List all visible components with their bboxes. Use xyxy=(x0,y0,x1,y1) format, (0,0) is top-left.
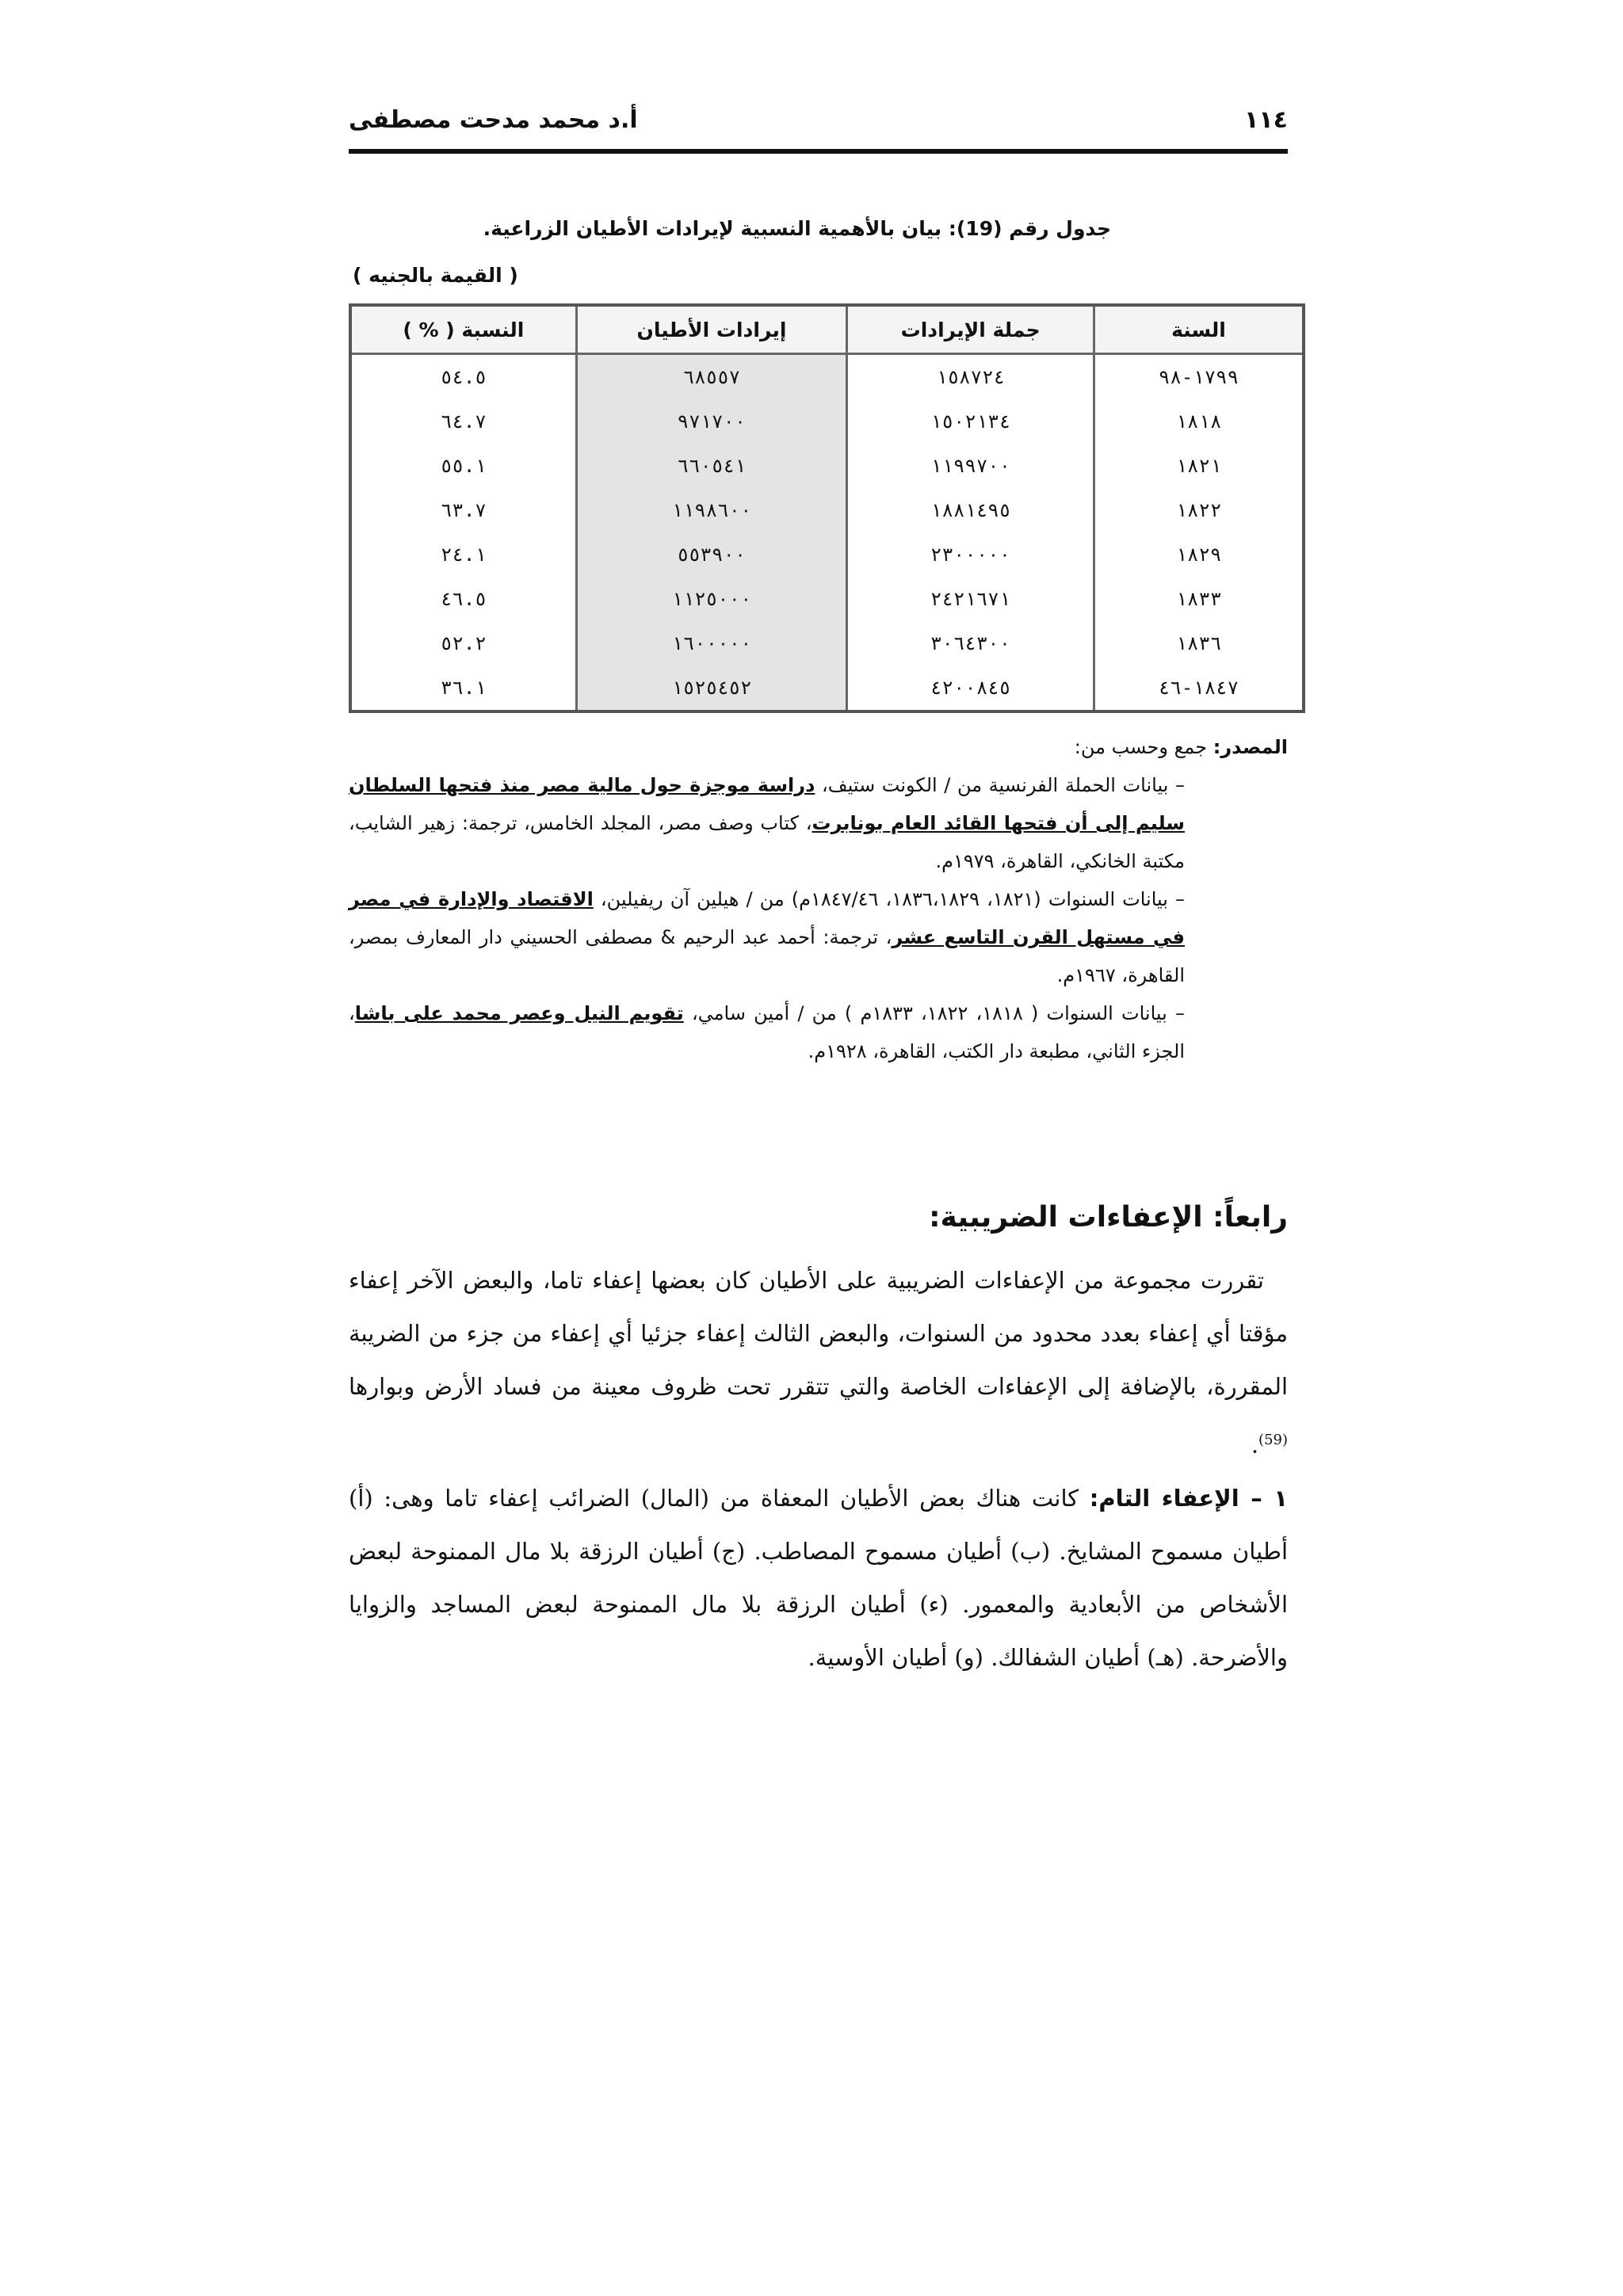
cell-year: ١٨٣٣ xyxy=(1094,577,1304,621)
cell-pct: ٥٤.٥ xyxy=(350,354,576,400)
cell-land: ٦٨٥٥٧ xyxy=(576,354,847,400)
cell-total: ٣٠٦٤٣٠٠ xyxy=(847,621,1094,666)
cell-total: ٢٤٢١٦٧١ xyxy=(847,577,1094,621)
author-name: أ.د محمد مدحت مصطفى xyxy=(349,106,638,134)
footnote-ref: (59) xyxy=(1258,1432,1288,1448)
cell-total: ٤٢٠٠٨٤٥ xyxy=(847,666,1094,711)
source-block xyxy=(349,728,1288,1070)
header-total-revenue: جملة الإيرادات xyxy=(847,305,1094,354)
cell-year: ١٨١٨ xyxy=(1094,399,1304,444)
source-label: المصدر: xyxy=(1212,736,1288,758)
table-caption: جدول رقم (19): بيان بالأهمية النسبية لإيرادات الأطيان الزراعية. xyxy=(483,217,1111,240)
source-item-title: دراسة موجزة حول مالية مصر منذ فتحها السلطان سليم إلى أن فتحها القائد العام بونابرت xyxy=(349,774,1185,834)
cell-pct: ٥٥.١ xyxy=(350,444,576,488)
source-list xyxy=(349,766,1185,1070)
table-unit-note: ( القيمة بالجنيه ) xyxy=(353,264,518,287)
cell-pct: ٣٦.١ xyxy=(350,666,576,711)
revenue-table xyxy=(349,303,1305,713)
paragraph-end: . xyxy=(1251,1431,1259,1459)
item-number: ١ – xyxy=(1239,1484,1289,1512)
paragraph-text: تقررت مجموعة من الإعفاءات الضريبية على الأطيان كان بعضها إعفاء تاما، والبعض الآخر إعفاء مؤقتا أي إعفاء بعدد محدود من السنوات، والبعض الثالث إعفاء جزئيا أي إعفاء من جزء من الضريبة المقررة، بالإضافة إلى الإعفاءات الخاصة والتي تتقرر تحت ظروف معينة من فساد الأرض وبوارها xyxy=(349,1267,1288,1400)
cell-pct: ٢٤.١ xyxy=(350,532,576,577)
table-row xyxy=(350,488,1304,532)
table-row xyxy=(350,444,1304,488)
header-land-revenue: إيرادات الأطيان xyxy=(576,305,847,354)
table-row xyxy=(350,532,1304,577)
cell-land: ٦٦٠٥٤١ xyxy=(576,444,847,488)
table-row xyxy=(350,354,1304,400)
paragraph-full-exemption xyxy=(349,1472,1288,1684)
source-item-prefix: – بيانات السنوات ( ١٨١٨، ١٨٢٢، ١٨٣٣م ) من / أمين سامي، xyxy=(683,1002,1186,1024)
paragraph-exemptions xyxy=(349,1254,1288,1472)
table-row xyxy=(350,666,1304,711)
source-item-title: تقويم النيل وعصر محمد على باشا xyxy=(354,1002,684,1024)
cell-year: ١٨٣٦ xyxy=(1094,621,1304,666)
table-row xyxy=(350,577,1304,621)
source-heading xyxy=(349,728,1288,766)
cell-year: ١٨٢٩ xyxy=(1094,532,1304,577)
item-text: كانت هناك بعض الأطيان المعفاة من (المال) الضرائب إعفاء تاما وهى: (أ) أطيان مسموح المشايخ. (ب) أطيان مسموح المصاطب. (ج) أطيان الرزقة بلا مال الممنوحة لبعض الأشخاص من الأبعادية والمعمور. (ء) أطيان الرزقة بلا مال الممنوحة لبعض المساجد والزوايا والأضرحة. (هـ) أطيان الشفالك. (و) أطيان الأوسية. xyxy=(349,1484,1288,1671)
source-item-prefix: – بيانات الحملة الفرنسية من / الكونت ستيف، xyxy=(815,774,1185,796)
cell-year: ١٨٤٧-٤٦ xyxy=(1094,666,1304,711)
body-text xyxy=(349,1254,1288,1684)
source-item-title: الاقتصاد والإدارة في مصر في مستهل القرن التاسع عشر xyxy=(349,888,1185,948)
cell-land: ١٦٠٠٠٠٠ xyxy=(576,621,847,666)
cell-land: ٩٧١٧٠٠ xyxy=(576,399,847,444)
cell-pct: ٤٦.٥ xyxy=(350,577,576,621)
cell-land: ١١٢٥٠٠٠ xyxy=(576,577,847,621)
section-heading: رابعاً: الإعفاءات الضريبية: xyxy=(929,1201,1288,1234)
source-item-prefix: – بيانات السنوات (١٨٢١، ١٨٣٦،١٨٢٩، ١٨٤٧/٤٦م) من / هيلين آن ريفيلين، xyxy=(593,888,1185,910)
cell-pct: ٦٣.٧ xyxy=(350,488,576,532)
cell-year: ١٧٩٩-٩٨ xyxy=(1094,354,1304,400)
cell-land: ١٥٢٥٤٥٢ xyxy=(576,666,847,711)
cell-pct: ٥٢.٢ xyxy=(350,621,576,666)
table-row xyxy=(350,399,1304,444)
source-item-suffix: ، كتاب وصف مصر، المجلد الخامس، ترجمة: زهير الشايب، مكتبة الخانكي، القاهرة، ١٩٧٩م. xyxy=(349,812,1185,872)
source-item xyxy=(349,994,1185,1070)
source-item xyxy=(349,880,1185,994)
table-header-row xyxy=(350,305,1304,354)
cell-total: ٢٣٠٠٠٠٠ xyxy=(847,532,1094,577)
header-percentage: النسبة ( % ) xyxy=(350,305,576,354)
cell-year: ١٨٢١ xyxy=(1094,444,1304,488)
table-row xyxy=(350,621,1304,666)
cell-land: ١١٩٨٦٠٠ xyxy=(576,488,847,532)
source-item-suffix: ، ترجمة: أحمد عبد الرحيم & مصطفى الحسيني دار المعارف بمصر، القاهرة، ١٩٦٧م. xyxy=(349,926,1185,986)
source-item xyxy=(349,766,1185,880)
source-intro: جمع وحسب من: xyxy=(1074,736,1208,758)
cell-year: ١٨٢٢ xyxy=(1094,488,1304,532)
cell-land: ٥٥٣٩٠٠ xyxy=(576,532,847,577)
source-item-suffix: ، الجزء الثاني، مطبعة دار الكتب، القاهرة، ١٩٢٨م. xyxy=(349,1002,1185,1062)
cell-total: ١٥٨٧٢٤ xyxy=(847,354,1094,400)
cell-total: ١٥٠٢١٣٤ xyxy=(847,399,1094,444)
page-header xyxy=(349,103,1288,154)
cell-total: ١١٩٩٧٠٠ xyxy=(847,444,1094,488)
item-title: الإعفاء التام: xyxy=(1089,1484,1239,1512)
cell-pct: ٦٤.٧ xyxy=(350,399,576,444)
cell-total: ١٨٨١٤٩٥ xyxy=(847,488,1094,532)
page-number: ١١٤ xyxy=(1244,106,1288,134)
header-year: السنة xyxy=(1094,305,1304,354)
